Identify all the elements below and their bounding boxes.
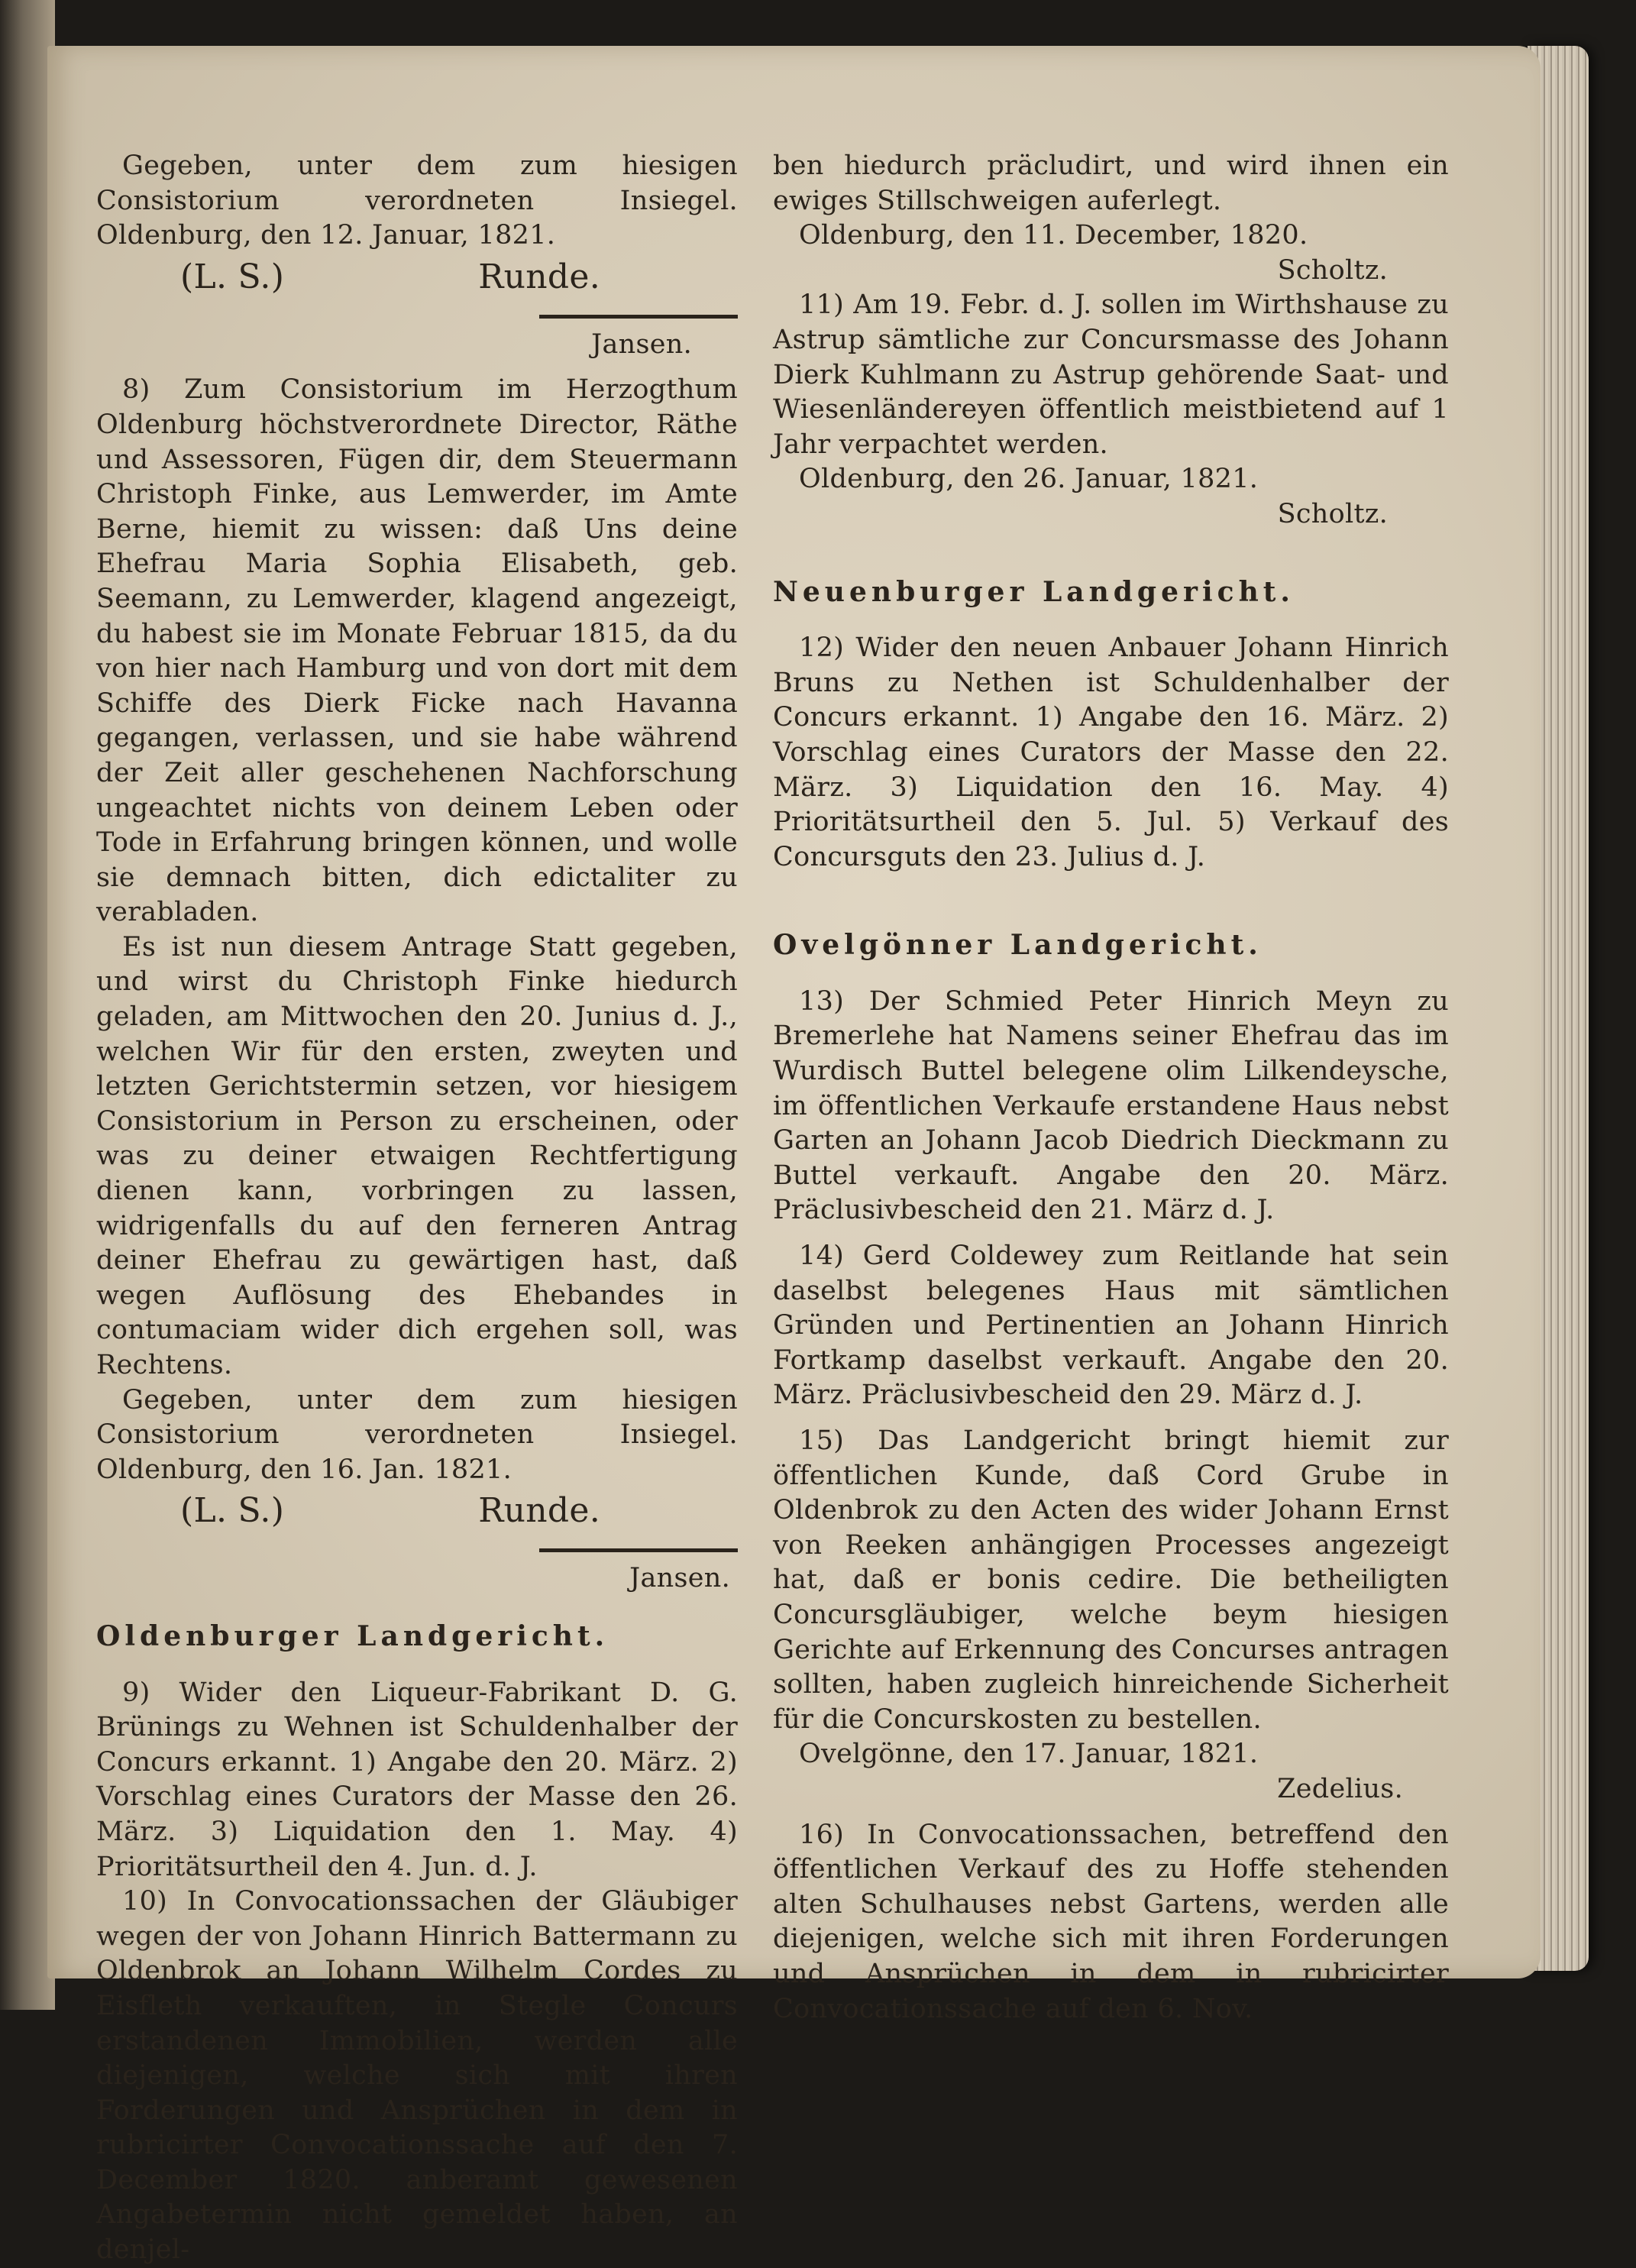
notice-9: 9) Wider den Liqueur-Fabrikant D. G. Brünings zu Wehnen ist Schuldenhalber der Concurs erkannt. 1) Angabe den 20. März. 2) Vorschlag eines Curators der Masse den 26. März. 3) Liquidation den 1. May. 4) Prioritätsurtheil den 4. Jun. d. J.	[96, 1677, 738, 1882]
document-page	[47, 46, 1541, 2266]
heading-neuenburger-landgericht: Neuenburger Landgericht.	[773, 575, 1295, 608]
notice-14: 14) Gerd Coldewey zum Reitlande hat sein daselbst belegenes Haus mit sämtlichen Gründen und Pertinentien an Johann Hinrich Fortkamp daselbst verkauft. Angabe den 20. März. Präclusivbescheid den 29. März d. J.	[773, 1241, 1449, 1411]
paragraph-given-oldenburg-2: Gegeben, unter dem zum hiesigen Consistorium verordneten Insiegel. Oldenburg, den 16. Jan. 1821.	[96, 1384, 738, 1485]
heading-ovelgoenner-landgericht: Ovelgönner Landgericht.	[773, 929, 1263, 962]
notice-10-continuation: ben hiedurch präcludirt, und wird ihnen ein ewiges Stillschweigen auferlegt.	[773, 150, 1449, 216]
heading-oldenburger-landgericht: Oldenburger Landgericht.	[96, 1619, 609, 1652]
notice-16: 16) In Convocationssachen, betreffend den öffentlichen Verkauf des zu Hoffe stehenden alten Schulhauses nebst Gartens, werden alle diejenigen, welche sich mit ihren Forderungen und Ansprüchen in dem in rubricirter Convocationssache auf den 6. Nov.	[773, 1819, 1449, 2024]
signature-runde: Runde.	[478, 1491, 600, 1531]
date-line-oldenburg-1820: Oldenburg, den 11. December, 1820.	[799, 220, 1308, 251]
signature-jansen: Jansen.	[629, 1563, 730, 1594]
signature-scholtz: Scholtz.	[1277, 498, 1388, 529]
divider-rule	[539, 315, 738, 319]
notice-8: 8) Zum Consistorium im Herzogthum Oldenburg höchstverordnete Director, Räthe und Assessoren, Fügen dir, dem Steuermann Christoph Finke, aus Lemwerder, im Amte Berne, hiemit zu wissen: daß Uns deine Ehefrau Maria Sophia Elisabeth, geb. Seemann, zu Lemwerder, klagend angezeigt, du habest sie im Monate Februar 1815, da du von hier nach Hamburg und von dort mit dem Schiffe des Dierk Ficke nach Havanna gegangen, verlassen, und sie habe während der Zeit aller geschehenen Nachforschung ungeachtet nichts von deinem Leben oder Tode in Erfahrung bringen können, und wolle sie demnach bitten, dich edictaliter zu verabladen.	[96, 374, 738, 928]
divider-rule	[539, 1548, 738, 1552]
left-column	[96, 149, 738, 2268]
seal-signature-line-1	[96, 254, 738, 301]
right-column	[773, 149, 1449, 2027]
notice-11: 11) Am 19. Febr. d. J. sollen im Wirthshause zu Astrup sämtliche zur Concursmasse des Johann Dierk Kuhlmann zu Astrup gehörende Saat- und Wiesenländereyen öffentlich meistbietend auf 1 Jahr verpachtet werden.	[773, 290, 1449, 460]
notice-8-continuation: Es ist nun diesem Antrage Statt gegeben, und wirst du Christoph Finke hiedurch geladen, am Mittwochen den 20. Junius d. J., welchen Wir für den ersten, zweyten und letzten Gerichtstermin setzen, vor hiesigem Consistorium in Person zu erscheinen, oder was zu deiner etwaigen Rechtfertigung dienen kann, vorbringen zu lassen, widrigenfalls du auf den ferneren Antrag deiner Ehefrau zu gewärtigen hast, daß wegen Auflösung des Ehebandes in contumaciam wider dich ergehen soll, was Rechtens.	[96, 931, 738, 1380]
seal-mark: (L. S.)	[180, 257, 285, 296]
seal-mark: (L. S.)	[180, 1491, 285, 1531]
paragraph-given-oldenburg-1: Gegeben, unter dem zum hiesigen Consistorium verordneten Insiegel. Oldenburg, den 12. Januar, 1821.	[96, 150, 738, 251]
notice-12: 12) Wider den neuen Anbauer Johann Hinrich Bruns zu Nethen ist Schuldenhalber der Concurs erkannt. 1) Angabe den 16. März. 2) Vorschlag eines Curators der Masse den 22. März. 3) Liquidation den 16. May. 4) Prioritätsurtheil den 5. Jul. 5) Verkauf des Concursguts den 23. Julius d. J.	[773, 633, 1449, 872]
notice-15: 15) Das Landgericht bringt hiemit zur öffentlichen Kunde, daß Cord Grube in Oldenbrok zu den Acten des wider Johann Ernst von Reeken anhängigen Processes angezeigt hat, daß er bonis cedire. Die betheiligten Concursgläubiger, welche beym hiesigen Gerichte auf Erkennung des Concurses antragen sollten, haben zugleich hinreichende Sicherheit für die Concurskosten zu bestellen.	[773, 1425, 1449, 1735]
date-line-ovelgoenne: Ovelgönne, den 17. Januar, 1821.	[799, 1739, 1259, 1770]
notice-13: 13) Der Schmied Peter Hinrich Meyn zu Bremerlehe hat Namens seiner Ehefrau das im Wurdisch Buttel belegene olim Lilkendeysche, im öffentlichen Verkaufe erstandene Haus nebst Garten an Johann Jacob Diedrich Dieckmann zu Buttel verkauft. Angabe den 20. März. Präclusivbescheid den 21. März d. J.	[773, 985, 1449, 1226]
seal-signature-line-2	[96, 1487, 738, 1535]
signature-runde: Runde.	[478, 257, 600, 296]
signature-jansen: Jansen.	[591, 328, 692, 360]
signature-zedelius: Zedelius.	[1277, 1773, 1403, 1804]
notice-10: 10) In Convocationssachen der Gläubiger wegen der von Johann Hinrich Battermann zu Oldenbrok an Johann Wilhelm Cordes zu Eisfleth verkauften, in Stegle Concurs erstandenen Immobilien, werden alle diejenigen, welche sich mit ihren Forderungen und Ansprüchen in dem in rubricirter Convocationssache auf den 7. December 1820. anberamt gewesenen Angabetermin nicht gemeldet haben, an denjel-	[96, 1886, 738, 2266]
signature-scholtz: Scholtz.	[1277, 254, 1388, 286]
date-line-oldenburg-1821: Oldenburg, den 26. Januar, 1821.	[799, 464, 1259, 495]
